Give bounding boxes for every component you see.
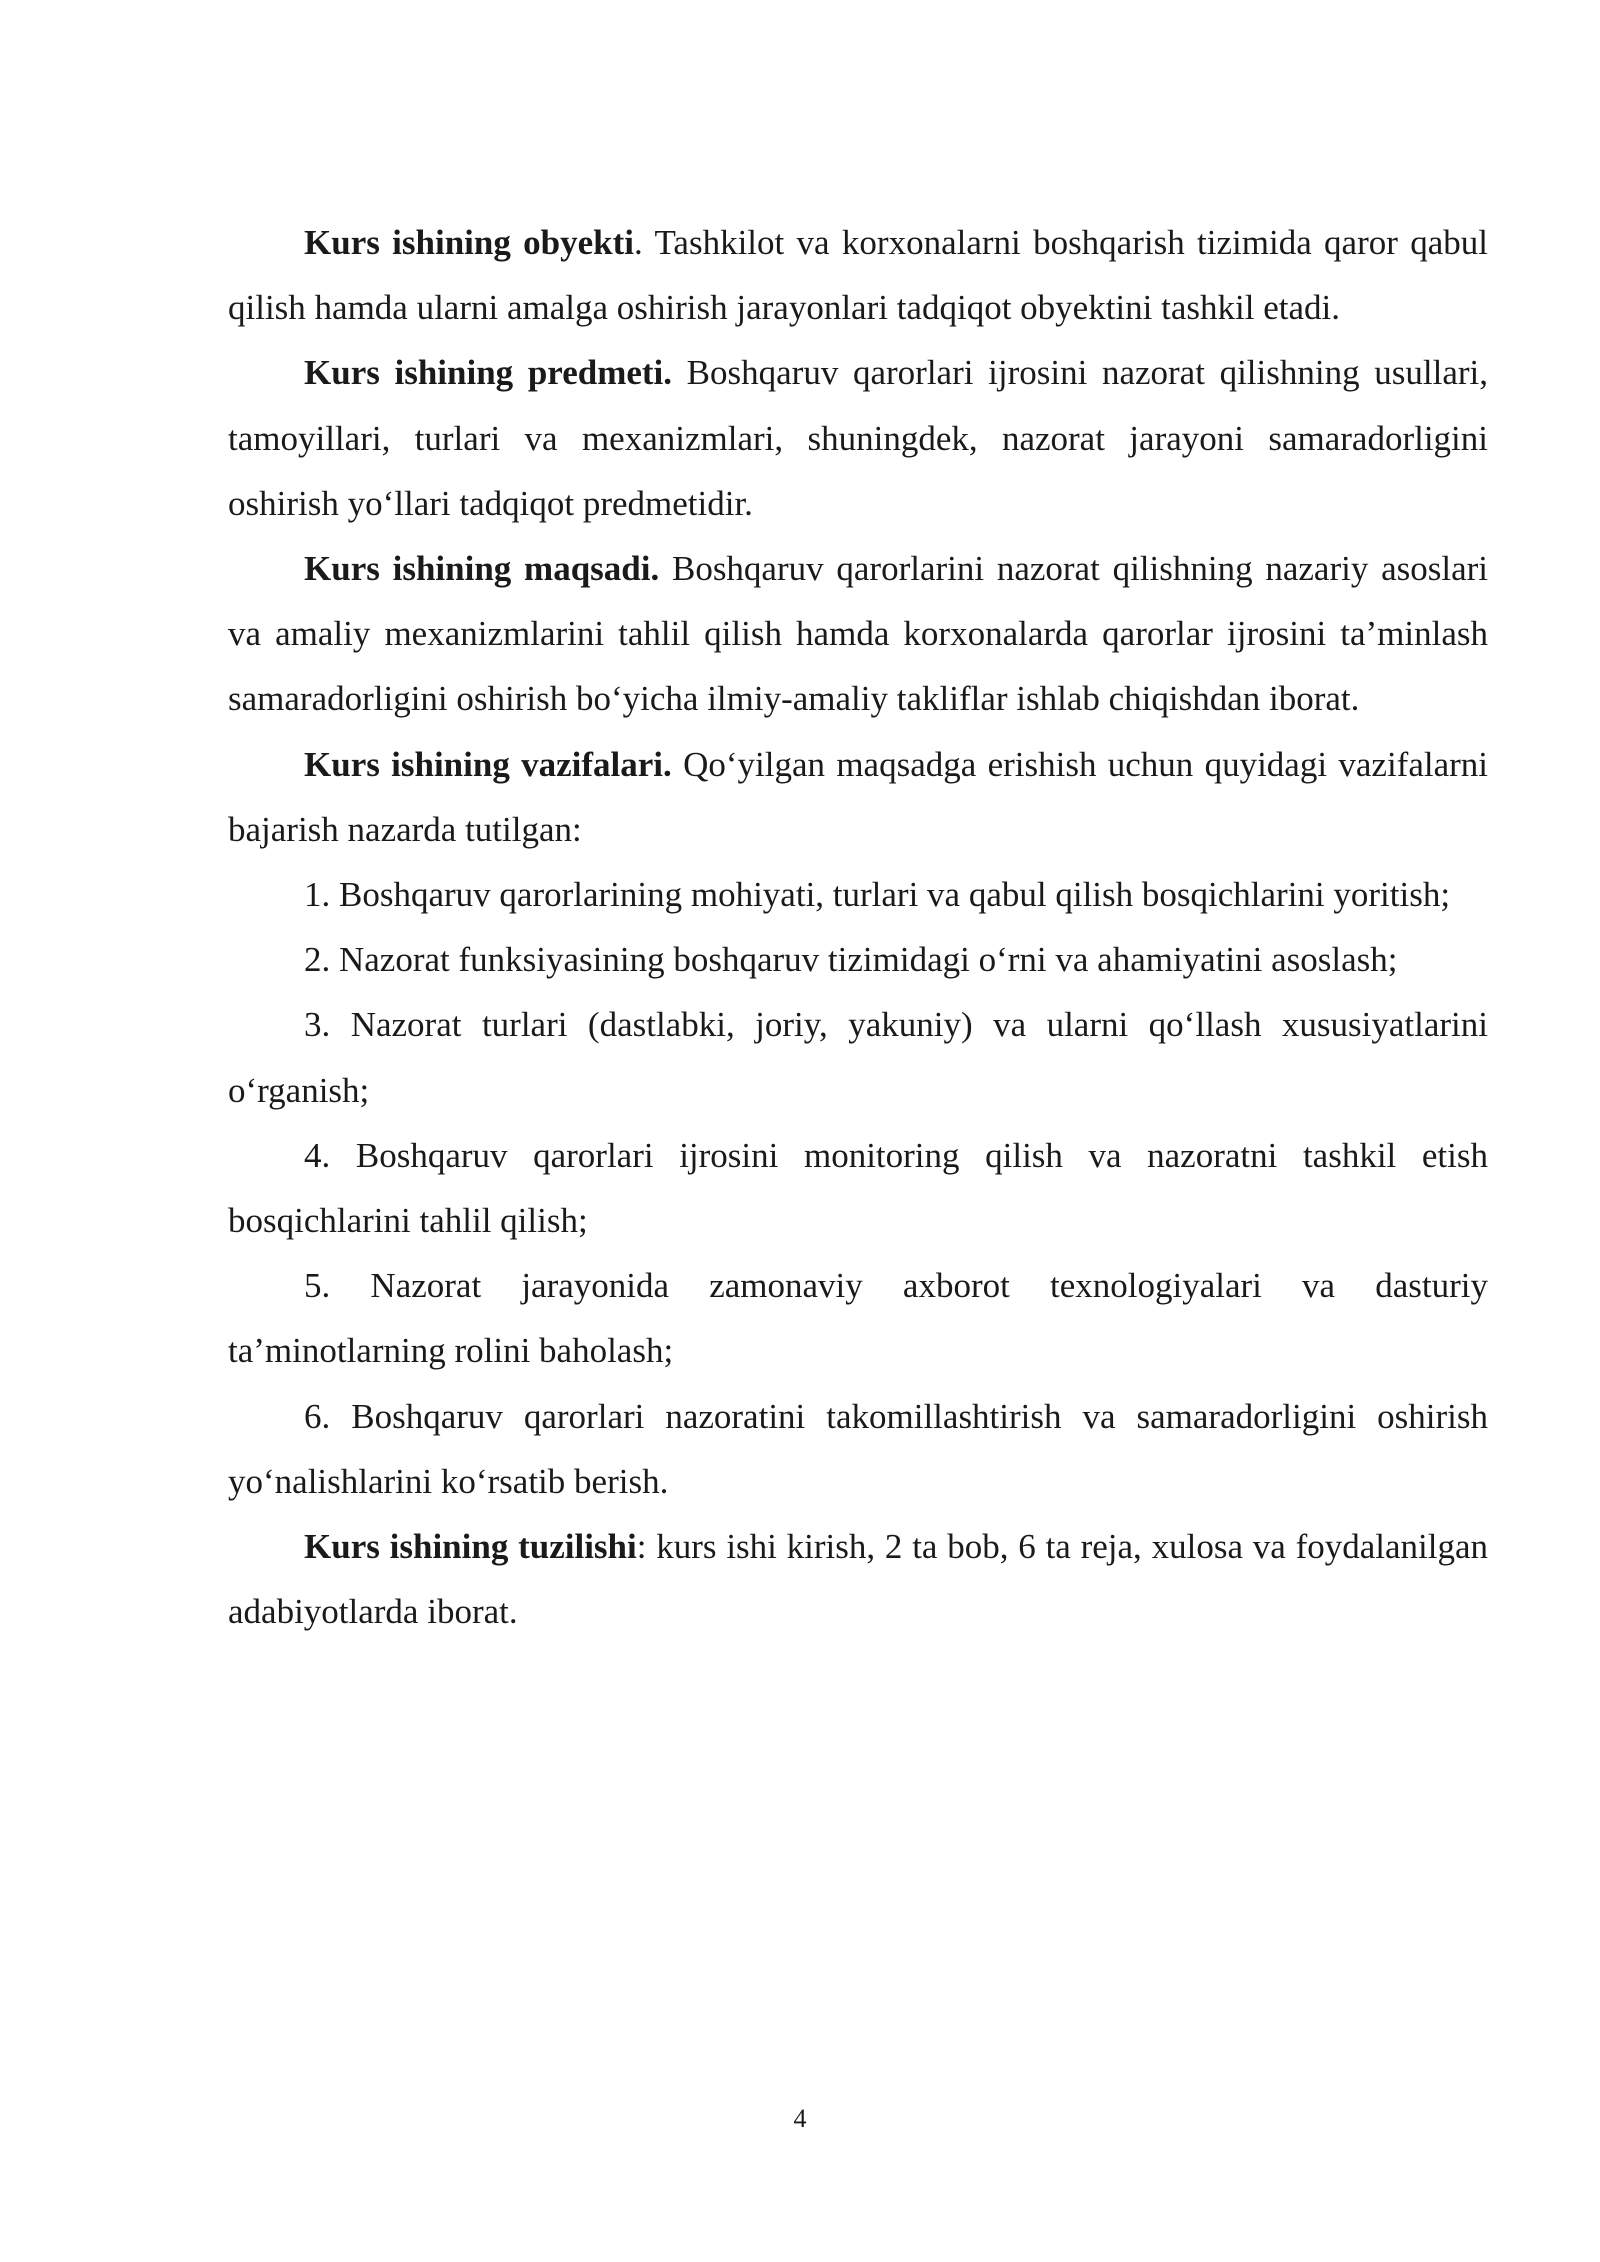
paragraph-heading: Kurs ishining obyekti (304, 223, 635, 262)
task-item-4: 4. Boshqaruv qarorlari ijrosini monitoring qilish va nazoratni tashkil etish bosqichlarini tahlil qilish; (228, 1135, 1488, 1241)
task-item-2: 2. Nazorat funksiyasining boshqaruv tizimidagi o‘rni va ahamiyatini asoslash; (304, 940, 1398, 980)
paragraph-text: . Tashkilot va korxonalarni boshqarish tizimida qaror qabul qilish hamda ularni amalga oshirish jarayonlari tadqiqot obyektini tashkil etadi. (228, 223, 1488, 328)
task-item-6: 6. Boshqaruv qarorlari nazoratini takomillashtirish va samaradorligini oshirish yo‘nalishlarini ko‘rsatib berish. (228, 1396, 1488, 1501)
paragraph-object (228, 210, 1488, 340)
paragraph-text: : kurs ishi kirish, 2 ta bob, 6 ta reja, xulosa va foydalanilgan adabiyotlarda iborat. (228, 1527, 1489, 1632)
paragraph-heading: Kurs ishining maqsadi. (304, 549, 660, 589)
paragraph-tasks (228, 732, 1488, 862)
paragraph-goal (228, 536, 1488, 732)
paragraph-subject (228, 340, 1488, 536)
paragraph-text: Boshqaruv qarorlarini nazorat qilishning nazariy asoslari va amaliy mexanizmlarini tahlil qilish hamda korxonalarda qarorlar ijrosini ta’minlash samaradorligini oshirish bo‘yicha ilmiy-amaliy takliflar ishlab chiqishdan iborat. (228, 549, 1488, 719)
task-item-1: 1. Boshqaruv qarorlarining mohiyati, turlari va qabul qilish bosqichlarini yoritish; (304, 875, 1451, 915)
paragraph-heading: Kurs ishining predmeti. (304, 353, 673, 393)
paragraph-text: Qo‘yilgan maqsadga erishish uchun quyidagi vazifalarni bajarish nazarda tutilgan: (228, 744, 1488, 849)
paragraph-structure (228, 1514, 1488, 1644)
paragraph-heading: Kurs ishining vazifalari. (304, 744, 672, 784)
document-body (228, 210, 1488, 1644)
paragraph-heading: Kurs ishining tuzilishi (304, 1527, 637, 1567)
task-item-5: 5. Nazorat jarayonida zamonaviy axborot texnologiyalari va dasturiy ta’minotlarning rolini baholash; (228, 1266, 1488, 1371)
page-number: 4 (793, 2104, 807, 2133)
task-item-3: 3. Nazorat turlari (dastlabki, joriy, yakuniy) va ularni qo‘llash xususiyatlarini o‘rganish; (228, 1005, 1488, 1110)
paragraph-text: Boshqaruv qarorlari ijrosini nazorat qilishning usullari, tamoyillari, turlari va mexanizmlari, shuningdek, nazorat jarayoni samaradorligini oshirish yo‘llari tadqiqot predmetidir. (228, 353, 1488, 523)
